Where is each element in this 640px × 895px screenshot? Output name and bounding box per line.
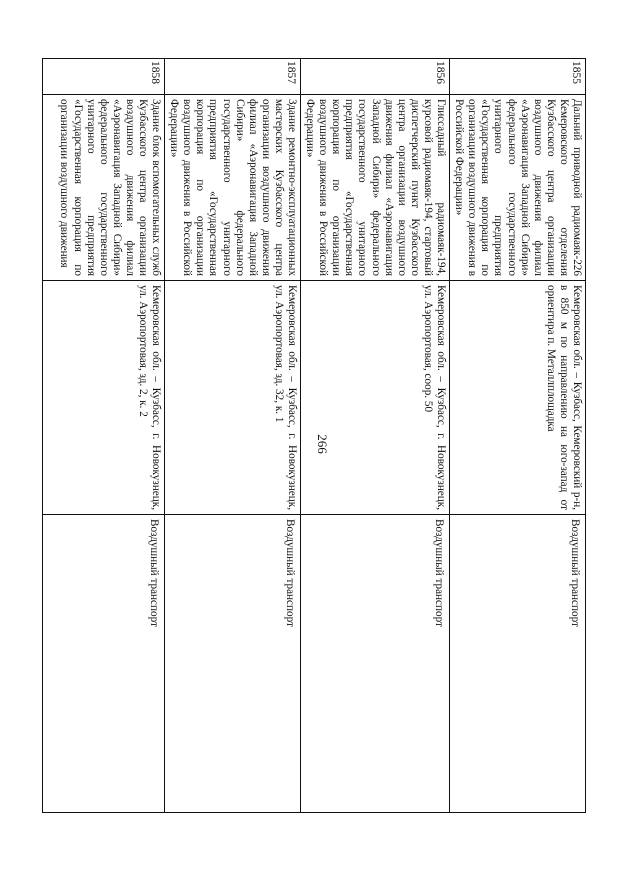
row-number: 1858 <box>43 59 165 95</box>
row-number: 1855 <box>450 59 586 95</box>
registry-table <box>42 58 586 813</box>
page-number: 266 <box>315 434 330 454</box>
row-number: 1857 <box>165 59 301 95</box>
transport-type: Воздушный транспорт <box>450 515 586 813</box>
object-name: Здание ремонтно-эксплуатационных мастерских Кузбасского центра организации воздушного движения филиал «Аэронавигация Западной Сибири» федерального государственного унитарного предприятия «Государственная корпорация по организации воздушного движения в Российской Федерации» <box>165 95 301 281</box>
object-name: Здание блок вспомогательных служб Кузбасского центра организации воздушного движения филиал «Аэронавигация Западной Сибири» федерального государственного унитарного предприятия «Государственная корпорация по организации воздушного движения <box>43 95 165 281</box>
table-row <box>301 59 450 813</box>
table-row <box>165 59 301 813</box>
transport-type: Воздушный транспорт <box>43 515 165 813</box>
object-address: Кемеровская обл. – Кузбасс, г. Новокузнецк, ул. Аэропортовая, зд. 2, к. 2 <box>43 281 165 515</box>
object-name: Глиссадный радиомаяк-194, курсовой радиомаяк-194, стартовый диспетчерский пункт Кузбасского центра организации воздушного движения филиал «Аэронавигация Западной Сибири» федерального государственного унитарного предприятия «Государственная корпорация по организации воздушного движения в Российской Федерации» <box>301 95 450 281</box>
table-row <box>43 59 165 813</box>
rotated-table-frame <box>58 58 586 812</box>
registry-table-container <box>58 58 586 812</box>
object-address: Кемеровская обл. – Кузбасс, г. Новокузнецк, ул. Аэропортовая, зд. 32, к. 1 <box>165 281 301 515</box>
table-row <box>450 59 586 813</box>
row-number: 1856 <box>301 59 450 95</box>
object-address: Кемеровская обл. – Кузбасс, Кемеровский р-н, в 850 м по направлению на юго-запад от ориентира п. Металлплощадка <box>450 281 586 515</box>
object-address: Кемеровская обл. – Кузбасс, г. Новокузнецк, ул. Аэропортовая, соор. 50 <box>301 281 450 515</box>
transport-type: Воздушный транспорт <box>165 515 301 813</box>
transport-type: Воздушный транспорт <box>301 515 450 813</box>
object-name: Дальний приводной радиомаяк-226 Кемеровского отделения Кузбасского центра организации воздушного движения филиал «Аэронавигация Западной Сибири» федерального государственного унитарного предприятия «Государственная корпорация по организации воздушного движения в Российской Федерации» <box>450 95 586 281</box>
